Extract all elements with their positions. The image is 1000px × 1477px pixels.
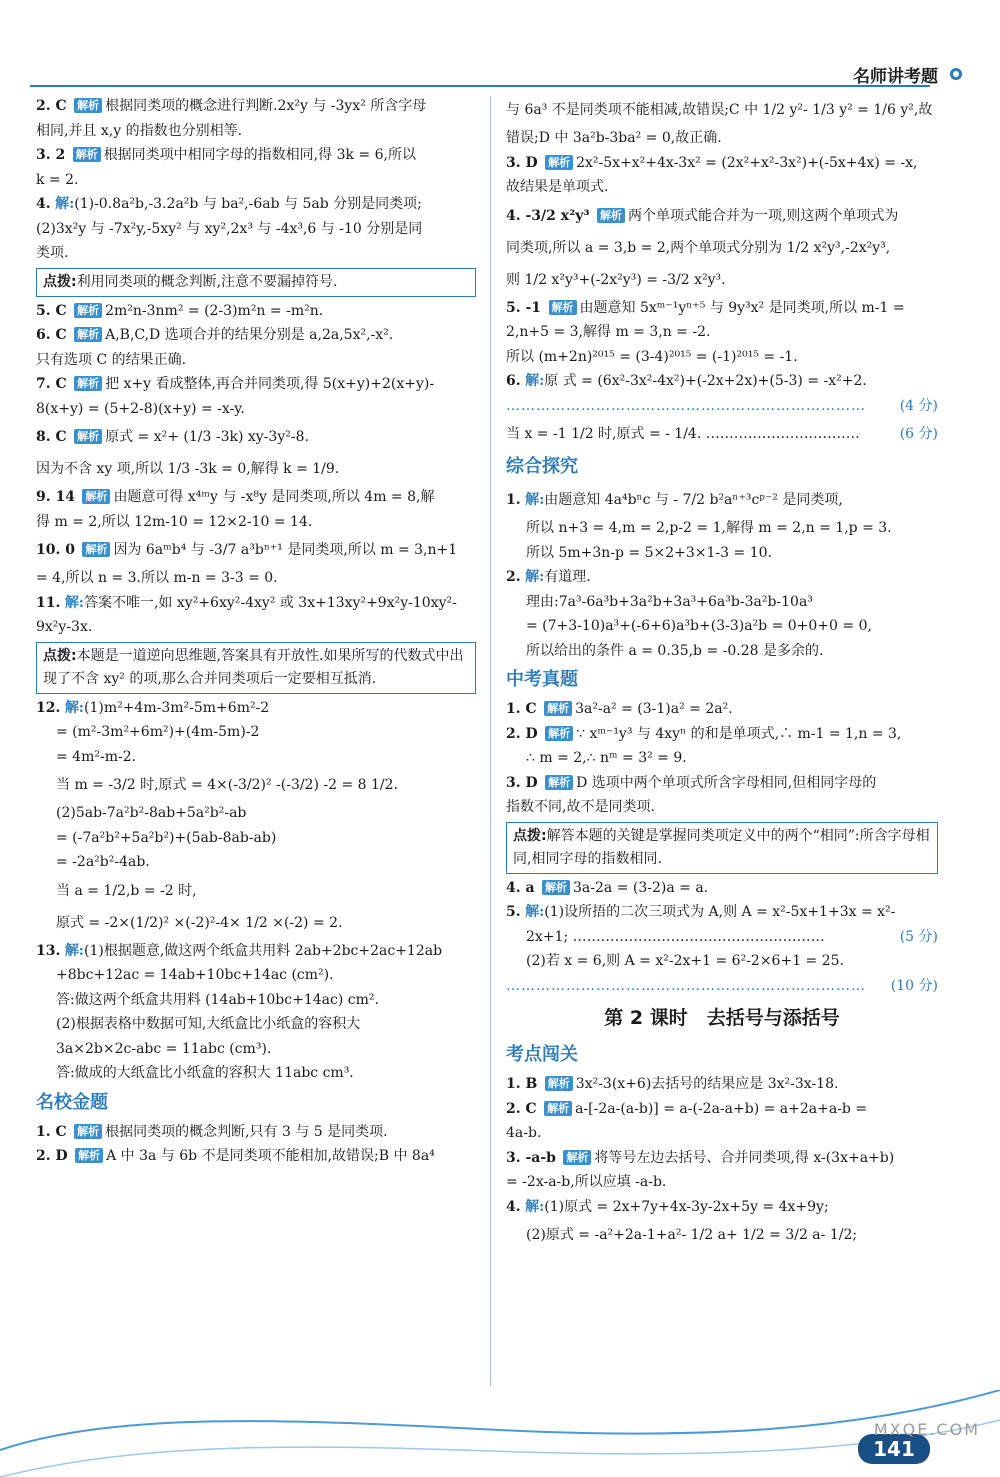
analysis-badge: 解析 <box>74 1124 102 1139</box>
answer-line <box>506 1146 938 1171</box>
answer-number: 3. 2 <box>36 147 66 163</box>
answer-line <box>36 168 476 193</box>
answer-text: 错误;D 中 3a²b-3ba² = 0,故正确. <box>506 130 722 146</box>
page-number: 141 <box>858 1434 930 1464</box>
answer-line <box>506 296 938 321</box>
answer-line <box>36 217 476 242</box>
analysis-badge: 解析 <box>544 1101 572 1116</box>
solution-label: 解: <box>525 373 545 389</box>
solution-label: 解: <box>525 569 545 585</box>
answer-number: 3. D <box>506 774 538 791</box>
answer-line <box>36 143 476 168</box>
answer-number: 4. <box>36 196 51 212</box>
answer-text: (1)根据题意,做这两个纸盒共用料 2ab+2bc+2ac+12ab <box>83 942 443 959</box>
answer-line <box>506 565 938 590</box>
answer-text: 当 m = -3/2 时,原式 = 4×(-3/2)² -(-3/2) -2 = 8 1/2. <box>56 777 399 793</box>
answer-text: 类项. <box>36 245 69 261</box>
answer-text: 因为 6aᵐb⁴ 与 -3/7 a³bⁿ⁺¹ 是同类项,所以 m = 3,n+1 <box>113 542 458 558</box>
answer-line <box>36 1061 476 1086</box>
answer-line <box>36 745 476 770</box>
answer-text: (1)-0.8a²b,-3.2a²b 与 ba²,-6ab 与 5ab 分别是同类项; <box>74 196 422 212</box>
analysis-badge: 解析 <box>74 303 102 318</box>
answer-number: 11. <box>36 594 61 611</box>
right-column <box>506 94 938 1251</box>
answer-number: 1. B <box>506 1076 538 1092</box>
column-divider <box>490 96 491 1386</box>
answer-number: 7. C <box>36 376 67 392</box>
answer-number: 10. 0 <box>36 542 75 558</box>
answer-number: 1. <box>506 492 521 508</box>
analysis-badge: 解析 <box>542 880 570 895</box>
answer-line <box>506 264 938 296</box>
solution-label: 解: <box>64 699 84 716</box>
answer-line <box>36 801 476 826</box>
solution-label: 解: <box>525 492 545 508</box>
answer-text: = (7+3-10)a³+(-6+6)a³b+(3-3)a²b = 0+0+0 = 0, <box>526 618 872 634</box>
answer-line <box>36 534 476 566</box>
section-heading: 名校金题 <box>36 1091 108 1113</box>
analysis-badge: 解析 <box>544 701 572 716</box>
answer-text: 答:做成的大纸盒比小纸盒的容积大 11abc cm³. <box>56 1065 354 1081</box>
answer-line <box>506 590 938 615</box>
solution-label: 解: <box>64 594 84 611</box>
answer-text: ∵ xᵐ⁻¹y³ 与 4xyⁿ 的和是单项式,∴ m-1 = 1,n = 3, <box>576 725 902 742</box>
answer-line <box>506 771 938 796</box>
analysis-badge: 解析 <box>545 1076 573 1091</box>
answer-number: 2. <box>506 569 521 585</box>
answer-text: +8bc+12ac = 14ab+10bc+14ac (cm²). <box>56 967 334 983</box>
answer-text: 理由:7a³-6a³b+3a²b+3a³+6a³b-3a²b-10a³ <box>526 593 813 610</box>
answer-text: 所以 5m+3n-p = 5×2+3×1-3 = 10. <box>526 544 772 561</box>
answer-line <box>506 320 938 345</box>
score-mark: (4 分) <box>899 397 938 414</box>
answer-line <box>506 1219 938 1251</box>
answer-line <box>36 323 476 348</box>
answer-line <box>36 720 476 745</box>
answer-text: 由题意知 5xᵐ⁻¹yⁿ⁺⁵ 与 9y³x² 是同类项,所以 m-1 = <box>579 299 905 316</box>
answer-text: 由题意知 4a⁴bⁿc 与 - 7/2 b²aⁿ⁺³cᵖ⁻² 是同类项, <box>544 492 843 508</box>
answer-line <box>506 722 938 747</box>
answer-text: A,B,C,D 选项合并的结果分别是 a,2a,5x²,-x². <box>105 327 394 343</box>
answer-number: 6. <box>506 373 521 389</box>
tip-text: 解答本题的关键是掌握同类项定义中的两个“相同”:所含字母相同,相同字母的指数相同. <box>513 827 930 867</box>
answer-number: 1. C <box>36 1123 67 1140</box>
answer-number: 8. C <box>36 429 67 445</box>
answer-line <box>36 119 476 144</box>
answer-number: 12. <box>36 699 61 716</box>
answer-number: 4. <box>506 1198 521 1215</box>
answer-line <box>506 484 938 516</box>
answer-line <box>36 241 476 266</box>
answer-line <box>506 614 938 639</box>
answer-line <box>36 94 476 119</box>
answer-text: A 中 3a 与 6b 不是同类项不能相加,故错误;B 中 8a⁴ <box>106 1148 435 1164</box>
answer-line <box>36 850 476 875</box>
answer-text: 得 m = 2,所以 12m-10 = 12×2-10 = 14. <box>36 513 313 530</box>
answer-line <box>506 516 938 541</box>
analysis-badge: 解析 <box>73 147 101 162</box>
answer-text: (2)根据表格中数据可知,大纸盒比小纸盒的容积大 <box>56 1016 361 1032</box>
answer-line <box>506 200 938 232</box>
answer-text: 所以 (m+2n)²⁰¹⁵ = (3-4)²⁰¹⁵ = (-1)²⁰¹⁵ = -1. <box>506 348 798 365</box>
leader-dots: ……………………………………………………………… <box>506 977 866 994</box>
answer-line <box>36 421 476 453</box>
answer-line <box>36 875 476 907</box>
answer-text: 2x²-5x+x²+4x-3x² = (2x²+x²-3x²)+(-5x+4x) = -x, <box>576 154 918 171</box>
answer-line <box>36 1012 476 1037</box>
answer-text: 指数不同,故不是同类项. <box>506 799 655 815</box>
answer-text: (1)设所捂的二次三项式为 A,则 A = x²-5x+1+3x = x²- <box>544 904 896 920</box>
answer-line <box>506 175 938 200</box>
answer-text: 所以 n+3 = 4,m = 2,p-2 = 1,解得 m = 2,n = 1,p = 3. <box>526 520 892 536</box>
answer-number: 6. C <box>36 327 67 343</box>
answer-text: = (-7a²b²+5a²b²)+(5ab-8ab-ab) <box>56 829 277 846</box>
answer-number: 9. 14 <box>36 489 75 505</box>
answer-line <box>36 963 476 988</box>
answer-line <box>36 769 476 801</box>
answer-text: 当 x = -1 1/2 时,原式 = - 1/4. …………………………… <box>506 426 860 442</box>
answer-line <box>506 126 938 151</box>
answer-text: = 4m²-m-2. <box>56 748 137 765</box>
answer-line <box>506 795 938 820</box>
answer-text: 3a²-a² = (3-1)a² = 2a². <box>575 701 733 717</box>
answer-text: 3a×2b×2c-abc = 11abc (cm³). <box>56 1040 272 1057</box>
analysis-badge: 解析 <box>597 208 625 223</box>
answer-line <box>36 1037 476 1062</box>
answer-number: 5. C <box>36 302 67 319</box>
answer-line <box>36 1144 476 1169</box>
analysis-badge: 解析 <box>545 775 573 790</box>
analysis-badge: 解析 <box>75 1148 103 1163</box>
answer-text: (1)原式 = 2x+7y+4x-3y-2x+5y = 4x+9y; <box>544 1198 829 1215</box>
answer-line <box>36 907 476 939</box>
analysis-badge: 解析 <box>74 429 102 444</box>
answer-text: 2m²n-3nm² = (2-3)m²n = -m²n. <box>105 302 324 319</box>
answer-number: 2. C <box>36 98 67 114</box>
answer-line <box>506 232 938 264</box>
header-rule <box>30 85 930 87</box>
leader-dots: ……………………………………………………………… <box>506 397 866 414</box>
analysis-badge: 解析 <box>74 327 102 342</box>
answer-number: 2. C <box>506 1100 537 1117</box>
answer-number: 3. -a-b <box>506 1149 556 1166</box>
answer-line <box>36 939 476 964</box>
header-title: 名师讲考题 <box>853 67 938 87</box>
answer-text: 当 a = 1/2,b = -2 时, <box>56 882 197 899</box>
tip-label: 点拨: <box>43 647 77 664</box>
answer-text: 答案不唯一,如 xy²+6xy²-4xy² 或 3x+13xy²+9x²y-10xy²- <box>83 594 457 611</box>
answer-line <box>36 696 476 721</box>
analysis-badge: 解析 <box>74 376 102 391</box>
analysis-badge: 解析 <box>545 155 573 170</box>
answer-line <box>506 949 938 974</box>
answer-line <box>506 974 938 999</box>
lesson-title: 第 2 课时 去括号与添括号 <box>604 1007 840 1029</box>
answer-number: 2. D <box>506 725 538 742</box>
analysis-badge: 解析 <box>545 726 573 741</box>
answer-text: k = 2. <box>36 171 79 188</box>
tip-text: 利用同类项的概念判断,注意不要漏掉符号. <box>76 273 338 290</box>
header-circle-icon <box>950 68 962 80</box>
section-heading: 考点闯关 <box>506 1044 578 1065</box>
answer-line <box>506 394 938 419</box>
answer-text: a-[-2a-(a-b)] = a-(-2a-a+b) = a+2a+a-b = <box>575 1100 868 1117</box>
solution-label: 解: <box>525 904 545 920</box>
answer-line <box>506 541 938 566</box>
answer-line <box>506 900 938 925</box>
analysis-badge: 解析 <box>563 1150 591 1165</box>
answer-number: 3. D <box>506 154 538 171</box>
answer-line <box>506 1170 938 1195</box>
answer-text: 原式 = x²+ (1/3 -3k) xy-3y²-8. <box>105 429 309 445</box>
answer-line <box>506 697 938 722</box>
answer-line <box>506 94 938 126</box>
answer-line <box>506 345 938 370</box>
answer-text: ∴ m = 2,∴ nᵐ = 3² = 9. <box>526 750 687 766</box>
answer-number: 5. <box>506 904 521 920</box>
answer-line <box>506 876 938 901</box>
answer-text: = -2a²b²-4ab. <box>56 854 150 870</box>
answer-number: 13. <box>36 942 61 959</box>
tip-box <box>506 822 938 874</box>
answer-text: 由题意可得 x⁴ᵐy 与 -x⁸y 是同类项,所以 4m = 8,解 <box>113 489 435 505</box>
analysis-badge: 解析 <box>549 300 577 315</box>
answer-text: 根据同类项的概念进行判断.2x²y 与 -3yx² 所含字母 <box>105 98 427 114</box>
answer-text: 将等号左边去括号、合并同类项,得 x-(3x+a+b) <box>594 1149 895 1166</box>
answer-text: 两个单项式能合并为一项,则这两个单项式为 <box>627 207 899 224</box>
solution-label: 解: <box>525 1198 545 1215</box>
tip-label: 点拨: <box>513 827 547 844</box>
answer-text: 根据同类项中相同字母的指数相同,得 3k = 6,所以 <box>103 147 416 163</box>
answer-text: 相同,并且 x,y 的指数也分别相等. <box>36 122 243 139</box>
score-mark: (6 分) <box>899 426 938 442</box>
answer-line <box>506 639 938 664</box>
score-mark: (5 分) <box>899 928 938 945</box>
answer-text: 故结果是单项式. <box>506 179 609 195</box>
section-heading: 综合探究 <box>506 456 578 477</box>
answer-line <box>36 826 476 851</box>
answer-text: D 选项中两个单项式所含字母相同,但相同字母的 <box>576 774 877 791</box>
tip-box <box>36 268 476 297</box>
answer-line <box>36 485 476 510</box>
answer-number: 2. D <box>36 1148 68 1164</box>
answer-text: 有道理. <box>544 569 591 585</box>
answer-line <box>36 1120 476 1145</box>
answer-text: 2,n+5 = 3,解得 m = 3,n = -2. <box>506 324 711 340</box>
answer-line <box>506 1072 938 1097</box>
answer-line <box>36 615 476 640</box>
solution-label: 解: <box>55 196 75 212</box>
answer-text: 3a-2a = (3-2)a = a. <box>573 879 709 896</box>
score-mark: (10 分) <box>890 977 938 994</box>
answer-line <box>36 988 476 1013</box>
answer-number: 4. a <box>506 879 535 896</box>
answer-text: 答:做这两个纸盒共用料 (14ab+10bc+14ac) cm². <box>56 991 379 1008</box>
answer-text: 原 式 = (6x²-3x²-4x²)+(-2x+2x)+(5-3) = -x²+2. <box>544 373 867 389</box>
analysis-badge: 解析 <box>74 98 102 113</box>
answer-line <box>506 1121 938 1146</box>
footer-wave <box>0 1390 1000 1477</box>
answer-text: 所以给出的条件 a = 0.35,b = -0.28 是多余的. <box>526 642 824 659</box>
answer-line <box>506 1097 938 1122</box>
answer-number: 5. -1 <box>506 299 542 316</box>
answer-line <box>36 192 476 217</box>
answer-text: 把 x+y 看成整体,再合并同类项,得 5(x+y)+2(x+y)- <box>105 376 435 392</box>
answer-line <box>36 372 476 397</box>
answer-text: 因为不含 xy 项,所以 1/3 -3k = 0,解得 k = 1/9. <box>36 461 340 477</box>
answer-line <box>36 591 476 616</box>
answer-text: 同类项,所以 a = 3,b = 2,两个单项式分别为 1/2 x²y³,-2x²y³, <box>506 239 891 256</box>
answer-text: 4a-b. <box>506 1125 542 1141</box>
answer-text: (1)m²+4m-3m²-5m+6m²-2 <box>83 699 270 716</box>
answer-text: = (m²-3m²+6m²)+(4m-5m)-2 <box>56 724 260 740</box>
answer-line <box>36 566 476 591</box>
left-column <box>36 94 476 1169</box>
answer-line <box>36 453 476 485</box>
answer-line <box>36 348 476 373</box>
answer-number: 1. C <box>506 701 537 717</box>
answer-number: 4. -3/2 x²y³ <box>506 207 590 224</box>
answer-text: (2)3x²y 与 -7x²y,-5xy² 与 xy²,2x³ 与 -4x³,6 与 -10 分别是同 <box>36 220 423 237</box>
tip-label: 点拨: <box>43 273 77 290</box>
answer-text: 根据同类项的概念判断,只有 3 与 5 是同类项. <box>105 1123 388 1140</box>
tip-text: 本题是一道逆向思维题,答案具有开放性.如果所写的代数式中出现了不含 xy² 的项,那么合并同类项后一定要相互抵消. <box>43 647 464 687</box>
answer-line <box>36 299 476 324</box>
answer-line <box>506 151 938 176</box>
section-heading: 中考真题 <box>506 669 578 690</box>
answer-text: 与 6a³ 不是同类项不能相减,故错误;C 中 1/2 y²- 1/3 y² = 1/6 y²,故 <box>506 102 933 118</box>
answer-text: 3x²-3(x+6)去括号的结果应是 3x²-3x-18. <box>575 1076 839 1092</box>
answer-text: = 4,所以 n = 3.所以 m-n = 3-3 = 0. <box>36 570 278 586</box>
watermark: MXQE.COM <box>873 1420 980 1439</box>
answer-text: 只有选项 C 的结果正确. <box>36 351 187 368</box>
answer-text: (2)原式 = -a²+2a-1+a²- 1/2 a+ 1/2 = 3/2 a- 1/2; <box>526 1227 858 1243</box>
answer-line <box>506 925 938 950</box>
answer-text: 8(x+y) = (5+2-8)(x+y) = -x-y. <box>36 400 245 417</box>
answer-line <box>506 369 938 394</box>
answer-text: 9x²y-3x. <box>36 619 93 635</box>
answer-text: 则 1/2 x²y³+(-2x²y³) = -3/2 x²y³. <box>506 271 726 288</box>
analysis-badge: 解析 <box>82 489 110 504</box>
solution-label: 解: <box>64 942 84 959</box>
answer-line <box>36 397 476 422</box>
analysis-badge: 解析 <box>82 542 110 557</box>
answer-line <box>506 746 938 771</box>
answer-text: 2x+1; ……………………………………………… <box>526 928 825 945</box>
answer-text: = -2x-a-b,所以应填 -a-b. <box>506 1174 667 1190</box>
answer-text: (2)5ab-7a²b²-8ab+5a²b²-ab <box>56 805 247 821</box>
answer-text: (2)若 x = 6,则 A = x²-2x+1 = 6²-2×6+1 = 25. <box>526 953 844 969</box>
answer-line <box>506 1195 938 1220</box>
answer-line <box>36 510 476 535</box>
tip-box <box>36 642 476 694</box>
answer-text: 原式 = -2×(1/2)² ×(-2)²-4× 1/2 ×(-2) = 2. <box>56 914 343 931</box>
answer-line <box>506 418 938 450</box>
